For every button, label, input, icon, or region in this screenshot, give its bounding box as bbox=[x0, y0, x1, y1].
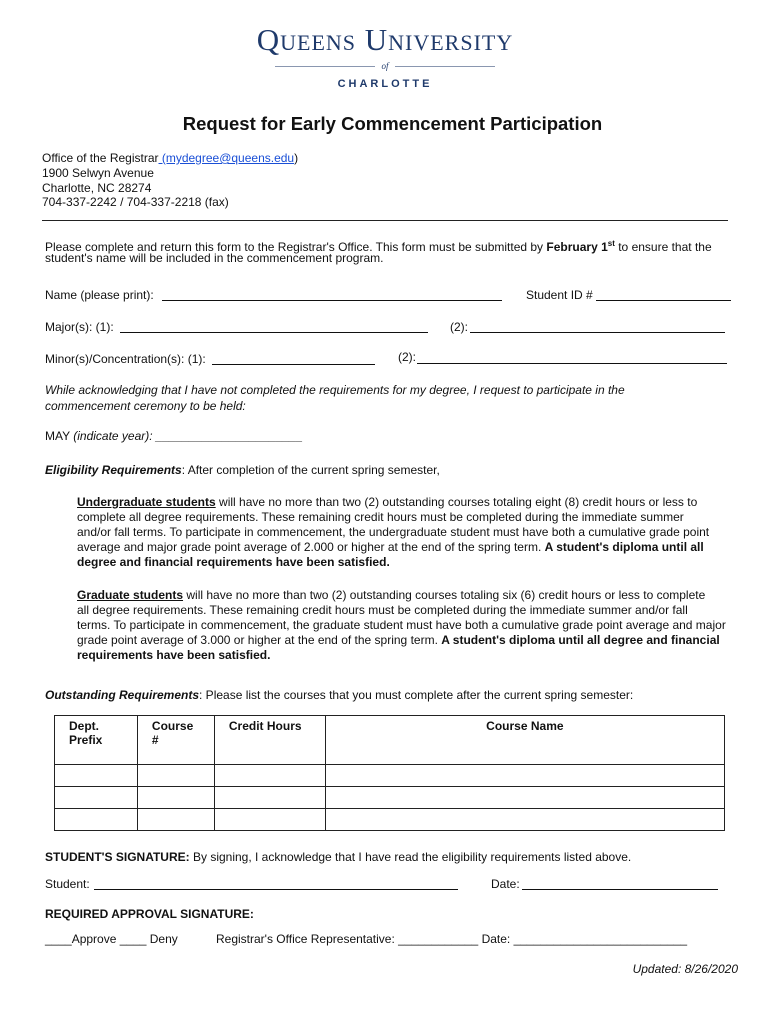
logo-city: CHARLOTTE bbox=[337, 78, 433, 90]
minor2-field[interactable] bbox=[417, 350, 727, 364]
table-row bbox=[55, 765, 725, 787]
may-year-field[interactable] bbox=[45, 429, 303, 444]
eligibility-heading-rest: : After completion of the current spring semester, bbox=[181, 463, 440, 477]
university-logo-name: Queens University bbox=[256, 22, 514, 57]
page-title: Request for Early Commencement Participation bbox=[182, 113, 603, 134]
cell-input[interactable] bbox=[325, 765, 724, 787]
office-paren: ) bbox=[294, 151, 299, 165]
col-dept-prefix: Dept. Prefix bbox=[55, 716, 138, 765]
registrar-rep-field[interactable]: Registrar's Office Representative: ____________ Date: __________________________ bbox=[216, 932, 688, 946]
signature-heading-label: STUDENT'S SIGNATURE: bbox=[45, 850, 190, 864]
col-course-number: Course # bbox=[137, 716, 214, 765]
major2-field[interactable] bbox=[470, 319, 725, 333]
major1-field[interactable] bbox=[120, 319, 428, 333]
signature-heading-rest: By signing, I acknowledge that I have read the eligibility requirements listed above. bbox=[189, 850, 632, 864]
cell-input[interactable] bbox=[137, 765, 214, 787]
deadline: February 1 bbox=[546, 240, 608, 254]
student-signature-field[interactable] bbox=[94, 876, 458, 890]
office-address2: Charlotte, NC 28274 bbox=[42, 181, 152, 195]
undergrad-text4: average and major grade point average of 2.000 or higher at the end of the spring term. bbox=[77, 540, 545, 554]
name-label: Name (please print): bbox=[45, 288, 154, 302]
undergrad-text1: will have no more than two (2) outstanding courses totaling eight (8) credit hours or less to bbox=[215, 495, 698, 509]
outstanding-heading bbox=[45, 688, 633, 703]
grad-line5: requirements have been satisfied. bbox=[77, 648, 271, 662]
grad-text1: will have no more than two (2) outstanding courses totaling six (6) credit hours or less to complete bbox=[183, 588, 706, 602]
student-id-field[interactable] bbox=[596, 287, 731, 301]
cell-input[interactable] bbox=[214, 809, 325, 831]
cell-input[interactable] bbox=[214, 787, 325, 809]
undergrad-line2: complete all degree requirements. These remaining credit hours must be completed during the immediate summer bbox=[77, 510, 684, 524]
cell-input[interactable] bbox=[137, 809, 214, 831]
undergrad-line5: degree and financial requirements have been satisfied. bbox=[77, 555, 390, 569]
signature-heading bbox=[45, 850, 631, 865]
office-address1: 1900 Selwyn Avenue bbox=[42, 166, 154, 180]
cell-input[interactable] bbox=[55, 765, 138, 787]
major2-label: (2): bbox=[450, 320, 468, 334]
outstanding-heading-rest: : Please list the courses that you must complete after the current spring semester: bbox=[199, 688, 634, 702]
grad-diploma-note: A student's diploma until all degree and financial bbox=[441, 633, 720, 647]
header-rule bbox=[42, 220, 728, 221]
acknowledge-line2: commencement ceremony to be held: bbox=[45, 399, 246, 413]
name-field[interactable] bbox=[162, 287, 502, 301]
table-row bbox=[55, 787, 725, 809]
cell-input[interactable] bbox=[137, 787, 214, 809]
minor1-label: Minor(s)/Concentration(s): (1): bbox=[45, 352, 206, 366]
grad-line3: terms. To participate in commencement, the graduate student must have both a cumulative grade point average and major bbox=[77, 618, 726, 632]
may-year-blank[interactable]: (indicate year): ______________________ bbox=[73, 429, 303, 443]
eligibility-heading-label: Eligibility Requirements bbox=[45, 463, 182, 477]
major1-label: Major(s): (1): bbox=[45, 320, 114, 334]
cell-input[interactable] bbox=[214, 765, 325, 787]
student-date-label: Date: bbox=[491, 877, 520, 891]
minor2-label: (2): bbox=[398, 350, 416, 364]
intro-text-b: to ensure that the bbox=[614, 240, 712, 254]
student-id-label: Student ID # bbox=[526, 288, 593, 302]
grad-line2: all degree requirements. These remaining credit hours must be completed during the immediate summer and/or fall bbox=[77, 603, 688, 617]
col-course-name: Course Name bbox=[325, 716, 724, 765]
office-line bbox=[42, 151, 298, 166]
grad-line1 bbox=[77, 588, 705, 603]
undergrad-diploma-note: A student's diploma until all bbox=[544, 540, 704, 554]
minor1-field[interactable] bbox=[212, 351, 375, 365]
student-signature-label: Student: bbox=[45, 877, 90, 891]
intro-text: Please complete and return this form to the Registrar's Office. This form must be submitted by bbox=[45, 240, 547, 254]
courses-header-row bbox=[55, 716, 725, 765]
logo-of: of bbox=[381, 61, 389, 71]
col-credit-hours: Credit Hours bbox=[214, 716, 325, 765]
grad-label: Graduate students bbox=[77, 588, 184, 602]
intro-line2: student's name will be included in the commencement program. bbox=[45, 251, 384, 265]
grad-text4: grade point average of 3.000 or higher at the end of the spring term. bbox=[77, 633, 442, 647]
cell-input[interactable] bbox=[55, 809, 138, 831]
cell-input[interactable] bbox=[55, 787, 138, 809]
grad-line4 bbox=[77, 633, 720, 648]
approval-heading: REQUIRED APPROVAL SIGNATURE: bbox=[45, 907, 254, 921]
acknowledge-line1: While acknowledging that I have not completed the requirements for my degree, I request to participate in the bbox=[45, 383, 625, 397]
undergrad-line4 bbox=[77, 540, 704, 555]
table-row bbox=[55, 809, 725, 831]
eligibility-heading bbox=[45, 463, 440, 478]
updated-date: Updated: 8/26/2020 bbox=[632, 962, 738, 976]
student-date-field[interactable] bbox=[522, 876, 718, 890]
courses-table bbox=[54, 715, 725, 831]
outstanding-heading-label: Outstanding Requirements bbox=[45, 688, 200, 702]
may-label: MAY bbox=[45, 429, 74, 443]
cell-input[interactable] bbox=[325, 787, 724, 809]
cell-input[interactable] bbox=[325, 809, 724, 831]
registrar-email-link[interactable]: (mydegree@queens.edu bbox=[158, 151, 295, 165]
undergrad-label: Undergraduate students bbox=[77, 495, 216, 509]
approve-deny-field[interactable]: ____Approve ____ Deny bbox=[45, 932, 178, 946]
deadline-sup: st bbox=[607, 239, 615, 248]
undergrad-line3: and/or fall terms. To participate in commencement, the undergraduate student must have both a cumulative grade point bbox=[77, 525, 710, 539]
office-phone: 704-337-2242 / 704-337-2218 (fax) bbox=[42, 195, 229, 209]
office-label: Office of the Registrar bbox=[42, 151, 159, 165]
undergrad-line1 bbox=[77, 495, 697, 510]
